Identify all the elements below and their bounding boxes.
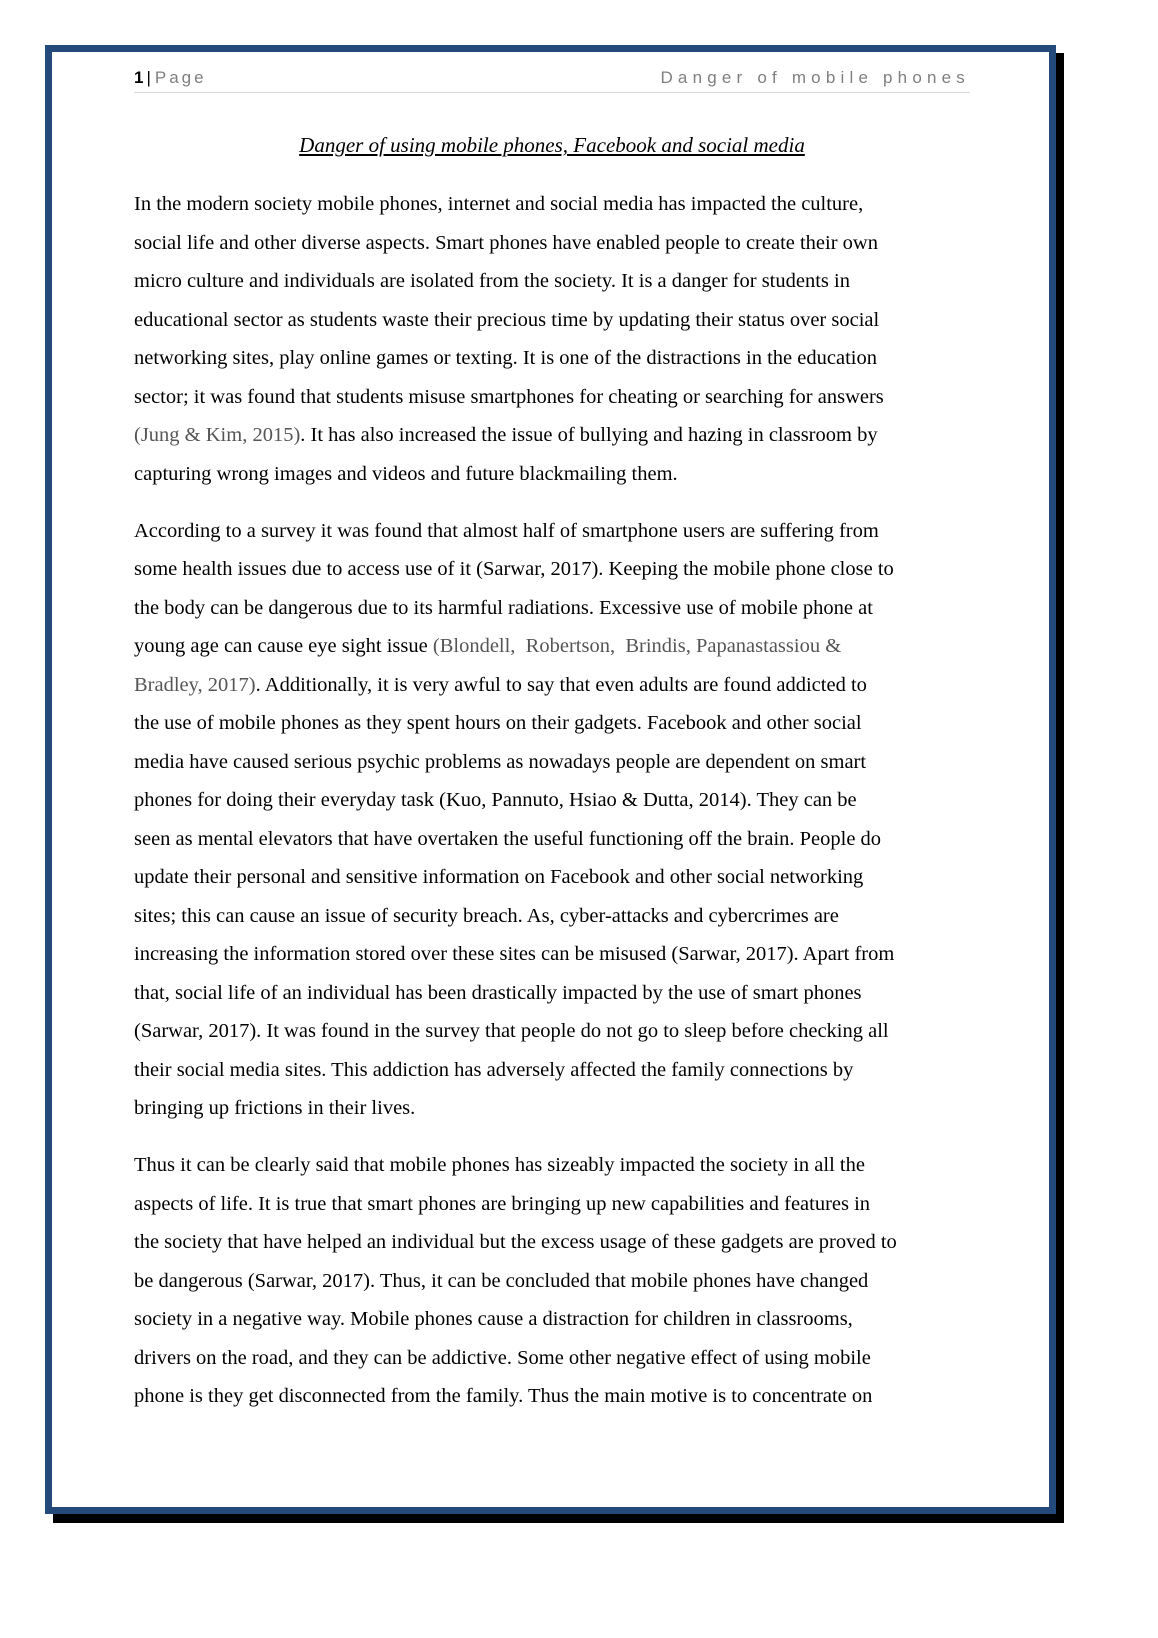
text-line [134,383,994,422]
text-segment: sites; this can cause an issue of security breach. As, cyber-attacks and cybercrimes are [134,904,839,927]
text-segment: (Sarwar, 2017). It was found in the survey that people do not go to sleep before checking all [134,1020,889,1042]
text-line [134,1382,994,1421]
text-segment: phones for doing their everyday task (Kuo, Pannuto, Hsiao & Dutta, 2014). They can be [134,789,857,811]
text-line [134,825,994,864]
text-segment: the society that have helped an individual but the excess usage of these gadgets are proved to [134,1231,897,1253]
document-title: Danger of using mobile phones, Facebook and social media [299,133,805,157]
text-line [134,306,994,345]
paragraph [134,1151,994,1421]
text-segment: that, social life of an individual has been drastically impacted by the use of smart phones [134,981,862,1004]
text-segment: . Additionally, it is very awful to say that even adults are found addicted to [255,673,867,696]
text-line [134,632,994,671]
text-segment: social life and other diverse aspects. Smart phones have enabled people to create their own [134,231,878,254]
text-segment: Thus it can be clearly said that mobile phones has sizeably impacted the society in all the [134,1154,865,1176]
citation: Bradley, 2017) [134,673,256,696]
paragraph [134,190,994,498]
text-line [134,786,994,825]
text-segment: update their personal and sensitive information on Facebook and other social networking [134,866,864,888]
text-segment: micro culture and individuals are isolated from the society. It is a danger for students in [134,270,850,292]
text-line [134,517,994,556]
text-segment: be dangerous (Sarwar, 2017). Thus, it can be concluded that mobile phones have changed [134,1269,869,1292]
text-line [134,229,994,268]
text-segment: seen as mental elevators that have overtaken the useful functioning off the brain. People do [134,827,882,850]
text-line [134,1151,994,1190]
citation: (Jung & Kim, 2015) [134,424,301,446]
text-line [134,1056,994,1095]
text-segment: young age can cause eye sight issue [134,635,433,657]
text-line [134,748,994,787]
text-segment: their social media sites. This addiction has adversely affected the family connections by [134,1058,854,1081]
page-header [134,66,970,93]
text-segment: bringing up frictions in their lives. [134,1097,416,1119]
text-line [134,1267,994,1306]
citation: (Blondell, Robertson, Brindis, Papanastassiou & [432,635,842,657]
text-line [134,1305,994,1344]
text-line [134,594,994,633]
text-line [134,1017,994,1056]
text-line [134,421,994,460]
page-number-label [134,68,207,88]
text-line [134,1094,994,1133]
text-segment: . It has also increased the issue of bullying and hazing in classroom by [300,424,878,446]
text-line [134,344,994,383]
text-segment: networking sites, play online games or texting. It is one of the distractions in the education [134,347,877,369]
page-label: Page [154,68,207,87]
text-segment: educational sector as students waste their precious time by updating their status over social [134,308,880,331]
text-segment: drivers on the road, and they can be addictive. Some other negative effect of using mobile [134,1346,871,1369]
text-segment: phone is they get disconnected from the family. Thus the main motive is to concentrate on [134,1385,873,1407]
running-title: Danger of mobile phones [660,68,970,87]
text-line [134,1344,994,1383]
paragraph [134,517,994,1133]
text-segment: According to a survey it was found that almost half of smartphone users are suffering from [134,519,879,542]
text-line [134,863,994,902]
text-line [134,902,994,941]
page-number: 1 [134,68,144,87]
text-line [134,979,994,1018]
text-segment: media have caused serious psychic problems as nowadays people are dependent on smart [134,750,867,773]
text-line [134,940,994,979]
text-line [134,1190,994,1229]
text-line [134,671,994,710]
text-segment: some health issues due to access use of it (Sarwar, 2017). Keeping the mobile phone close to [134,558,894,580]
document-body [134,190,994,1439]
text-line [134,267,994,306]
text-segment: capturing wrong images and videos and future blackmailing them. [134,462,678,485]
text-line [134,190,994,229]
text-line [134,555,994,594]
text-segment: increasing the information stored over these sites can be misused (Sarwar, 2017). Apart from [134,943,895,965]
text-segment: the use of mobile phones as they spent hours on their gadgets. Facebook and other social [134,712,862,734]
text-segment: sector; it was found that students misuse smartphones for cheating or searching for answers [134,385,884,408]
text-segment: aspects of life. It is true that smart phones are bringing up new capabilities and features in [134,1192,871,1215]
text-segment: the body can be dangerous due to its harmful radiations. Excessive use of mobile phone at [134,596,873,619]
text-line [134,709,994,748]
header-separator: | [146,68,151,87]
text-segment: society in a negative way. Mobile phones cause a distraction for children in classrooms, [134,1308,853,1330]
text-line [134,460,994,499]
text-segment: In the modern society mobile phones, internet and social media has impacted the culture, [134,193,864,215]
text-line [134,1228,994,1267]
